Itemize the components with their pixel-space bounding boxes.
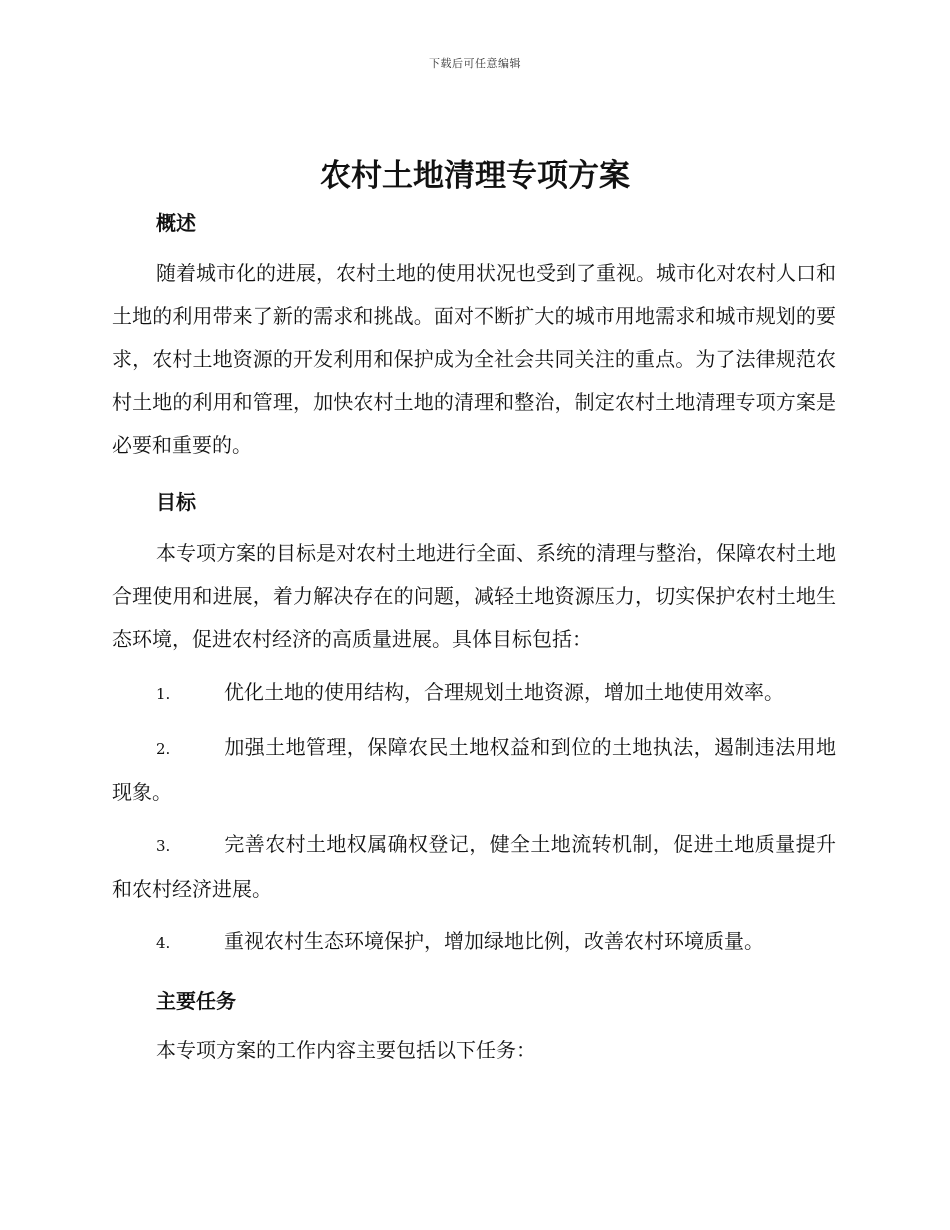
goal-list-item — [112, 920, 836, 965]
list-item-text: 重视农村生态环境保护，增加绿地比例，改善农村环境质量。 — [224, 929, 764, 953]
overview-paragraph: 随着城市化的进展，农村土地的使用状况也受到了重视。城市化对农村人口和土地的利用带来了新的需求和挑战。面对不断扩大的城市用地需求和城市规划的要求，农村土地资源的开发利用和保护成为全社会共同关注的重点。为了法律规范农村土地的利用和管理，加快农村土地的清理和整治，制定农村土地清理专项方案是必要和重要的。 — [112, 261, 836, 457]
header-note: 下载后可任意编辑 — [429, 57, 521, 70]
list-item-text: 加强土地管理，保障农民土地权益和到位的土地执法，遏制违法用地现象。 — [112, 735, 836, 804]
section-heading-tasks: 主要任务 — [156, 989, 236, 1013]
document-title: 农村土地清理专项方案 — [320, 158, 630, 194]
goals-paragraph: 本专项方案的目标是对农村土地进行全面、系统的清理与整治，保障农村土地合理使用和进展，着力解决存在的问题，减轻土地资源压力，切实保护农村土地生态环境，促进农村经济的高质量进展。具体目标包括： — [112, 541, 836, 651]
tasks-paragraph: 本专项方案的工作内容主要包括以下任务： — [156, 1038, 536, 1062]
list-item-text: 完善农村土地权属确权登记，健全土地流转机制，促进土地质量提升和农村经济进展。 — [112, 832, 836, 901]
goal-list-item — [112, 671, 836, 716]
section-heading-goals: 目标 — [156, 490, 196, 514]
list-item-number: 4. — [156, 934, 171, 952]
goal-list-item — [112, 726, 836, 814]
list-item-number: 1. — [156, 685, 171, 703]
goal-list-item — [112, 823, 836, 911]
list-item-number: 3. — [156, 837, 171, 855]
list-item-text: 优化土地的使用结构，合理规划土地资源，增加土地使用效率。 — [224, 680, 784, 704]
section-heading-overview: 概述 — [156, 211, 196, 235]
list-item-number: 2. — [156, 740, 171, 758]
